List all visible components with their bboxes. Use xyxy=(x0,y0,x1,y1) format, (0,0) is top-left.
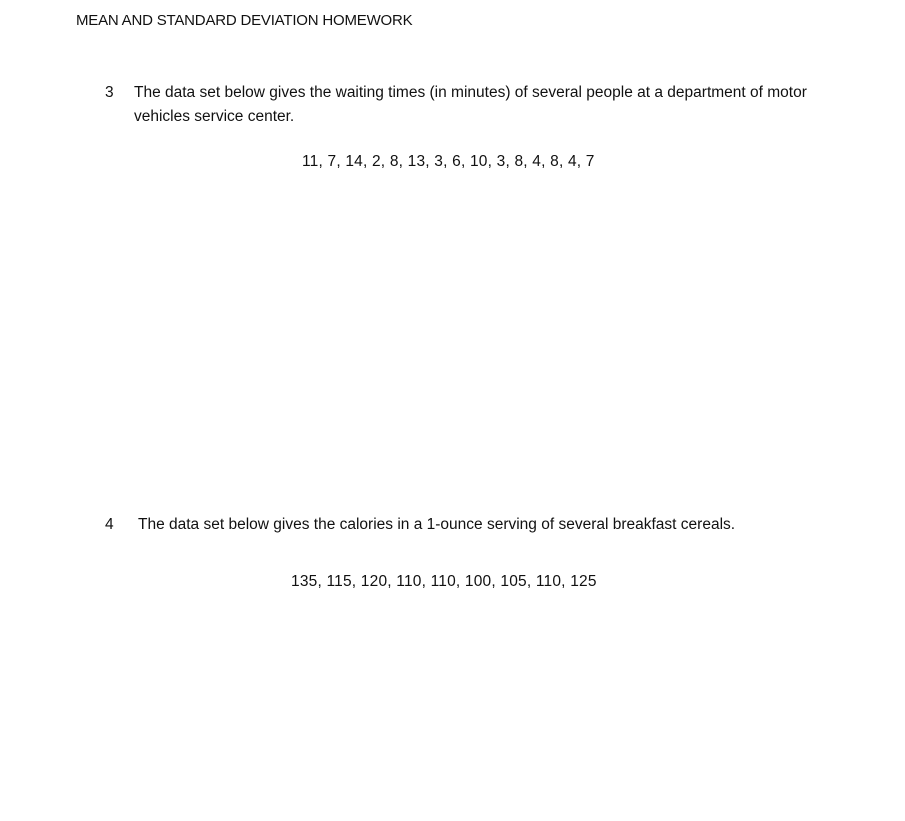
question-number: 4 xyxy=(105,516,114,533)
question-4-data-set: 135, 115, 120, 110, 110, 100, 105, 110, 125 xyxy=(291,573,597,590)
question-4 xyxy=(0,513,905,543)
question-text: The data set below gives the waiting times (in minutes) of several people at a department of motor vehicles service center. xyxy=(134,84,807,125)
question-3-data-set: 11, 7, 14, 2, 8, 13, 3, 6, 10, 3, 8, 4, 8, 4, 7 xyxy=(302,153,595,170)
question-text: The data set below gives the calories in a 1-ounce serving of several breakfast cereals. xyxy=(138,516,736,533)
question-number: 3 xyxy=(105,84,114,101)
page-title: MEAN AND STANDARD DEVIATION HOMEWORK xyxy=(76,12,413,29)
question-3 xyxy=(0,81,905,141)
